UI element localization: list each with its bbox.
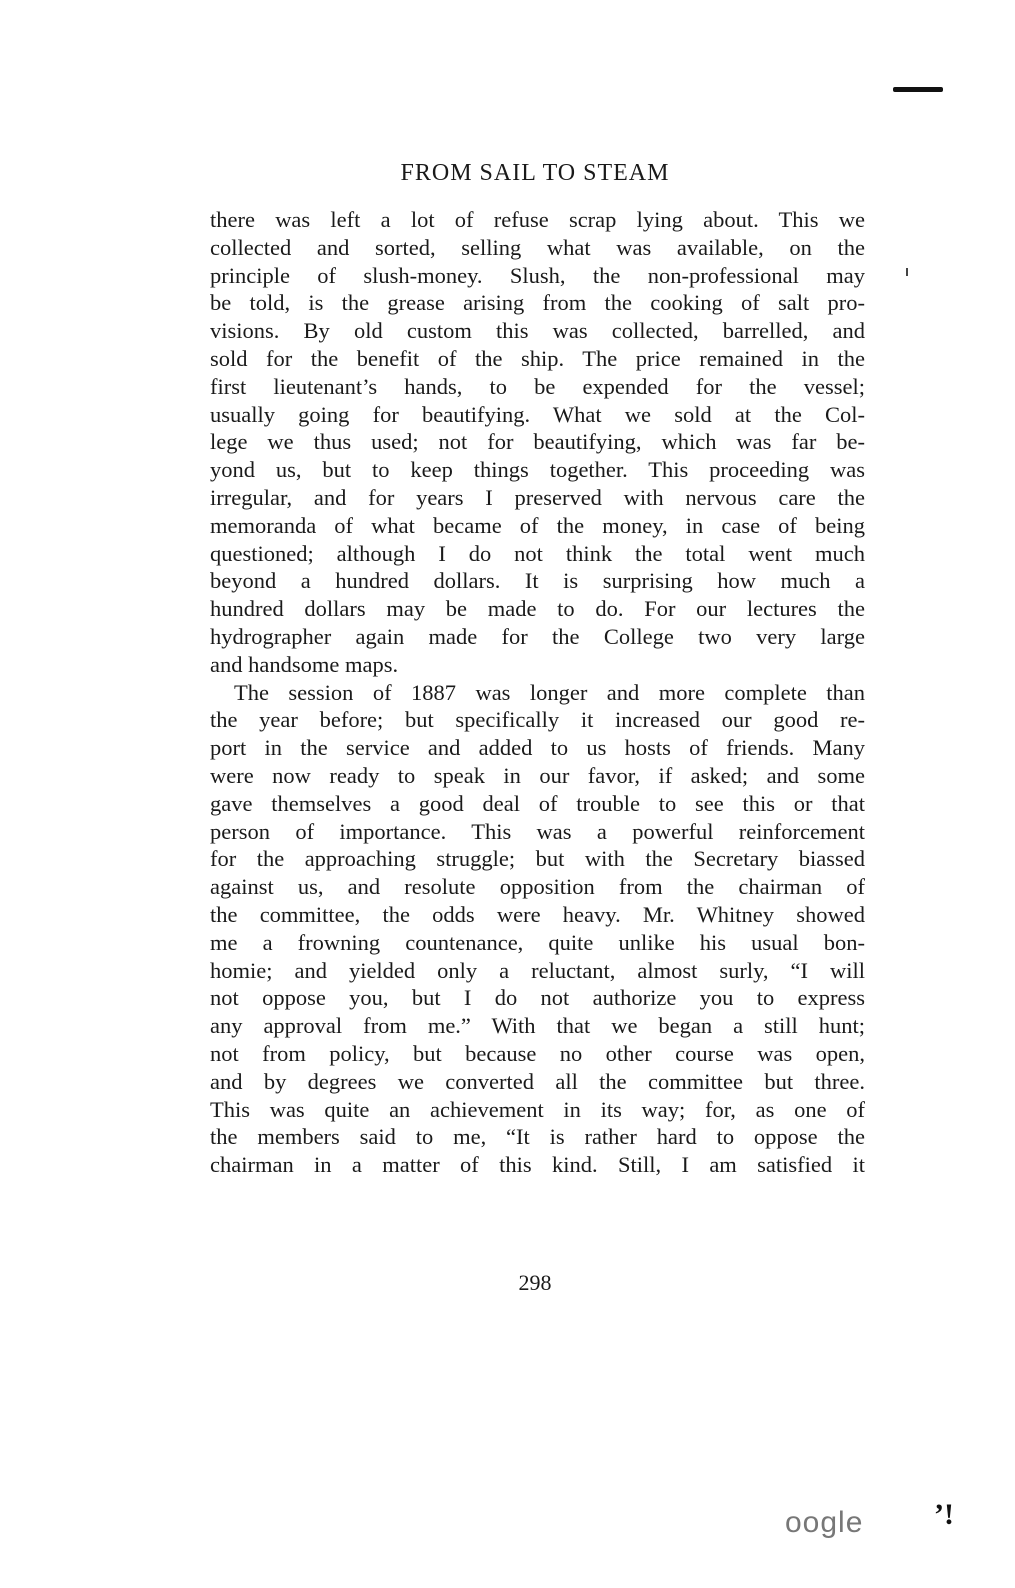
text-line: visions. By old custom this was collected, barrelled, and (210, 318, 865, 344)
text-line: memoranda of what became of the money, in case of being (210, 512, 865, 538)
text-line: the year before; but specifically it increased our good re- (210, 707, 865, 733)
text-line: The session of 1887 was longer and more complete than (234, 679, 865, 705)
text-line: there was left a lot of refuse scrap lying about. This we (210, 207, 865, 232)
page-number: 298 (518, 1270, 552, 1295)
text-line: be told, is the grease arising from the cooking of salt pro- (210, 290, 865, 316)
text-line: yond us, but to keep things together. This proceeding was (210, 457, 865, 483)
text-line: were now ready to speak in our favor, if asked; and some (210, 762, 865, 788)
text-line: hundred dollars may be made to do. For our lectures the (210, 596, 865, 622)
text-line: irregular, and for years I preserved with nervous care the (210, 484, 865, 510)
text-line: for the approaching struggle; but with the Secretary biassed (210, 846, 865, 872)
text-line: usually going for beautifying. What we sold at the Col- (210, 401, 865, 427)
text-line: homie; and yielded only a reluctant, almost surly, “I will (210, 957, 865, 983)
text-line: chairman in a matter of this kind. Still, I am satisfied it (210, 1152, 865, 1178)
text-line: and by degrees we converted all the committee but three. (210, 1068, 865, 1094)
scan-watermark: oogle (785, 1506, 864, 1539)
text-line: hydrographer again made for the College two very large (210, 623, 865, 649)
text-line: beyond a hundred dollars. It is surprising how much a (210, 568, 865, 594)
text-line: This was quite an achievement in its way; for, as one of (210, 1096, 865, 1122)
text-line: principle of slush-money. Slush, the non-professional may (210, 262, 865, 288)
corner-scan-mark: ’! (934, 1498, 954, 1531)
text-line: not from policy, but because no other course was open, (210, 1040, 865, 1066)
text-line: and handsome maps. (210, 651, 399, 677)
text-line: any approval from me.” With that we began a still hunt; (210, 1013, 865, 1039)
edge-scan-mark (893, 87, 943, 92)
text-line: sold for the benefit of the ship. The price remained in the (210, 345, 865, 371)
text-line: port in the service and added to us hosts of friends. Many (210, 735, 865, 761)
page-body (210, 206, 865, 1179)
margin-speck (906, 268, 908, 276)
text-line: not oppose you, but I do not authorize you to express (210, 985, 865, 1011)
text-line: gave themselves a good deal of trouble to see this or that (210, 790, 865, 816)
text-line: person of importance. This was a powerful reinforcement (210, 818, 865, 844)
text-line: me a frowning countenance, quite unlike his usual bon- (210, 929, 865, 955)
running-head: FROM SAIL TO STEAM (400, 160, 670, 186)
text-line: lege we thus used; not for beautifying, which was far be- (210, 429, 865, 455)
text-line: first lieutenant’s hands, to be expended for the vessel; (210, 373, 865, 399)
text-line: questioned; although I do not think the total went much (210, 540, 865, 566)
text-line: the members said to me, “It is rather hard to oppose the (210, 1124, 865, 1150)
text-line: against us, and resolute opposition from the chairman of (210, 874, 865, 900)
text-line: collected and sorted, selling what was available, on the (210, 234, 865, 260)
text-line: the committee, the odds were heavy. Mr. Whitney showed (210, 901, 865, 927)
